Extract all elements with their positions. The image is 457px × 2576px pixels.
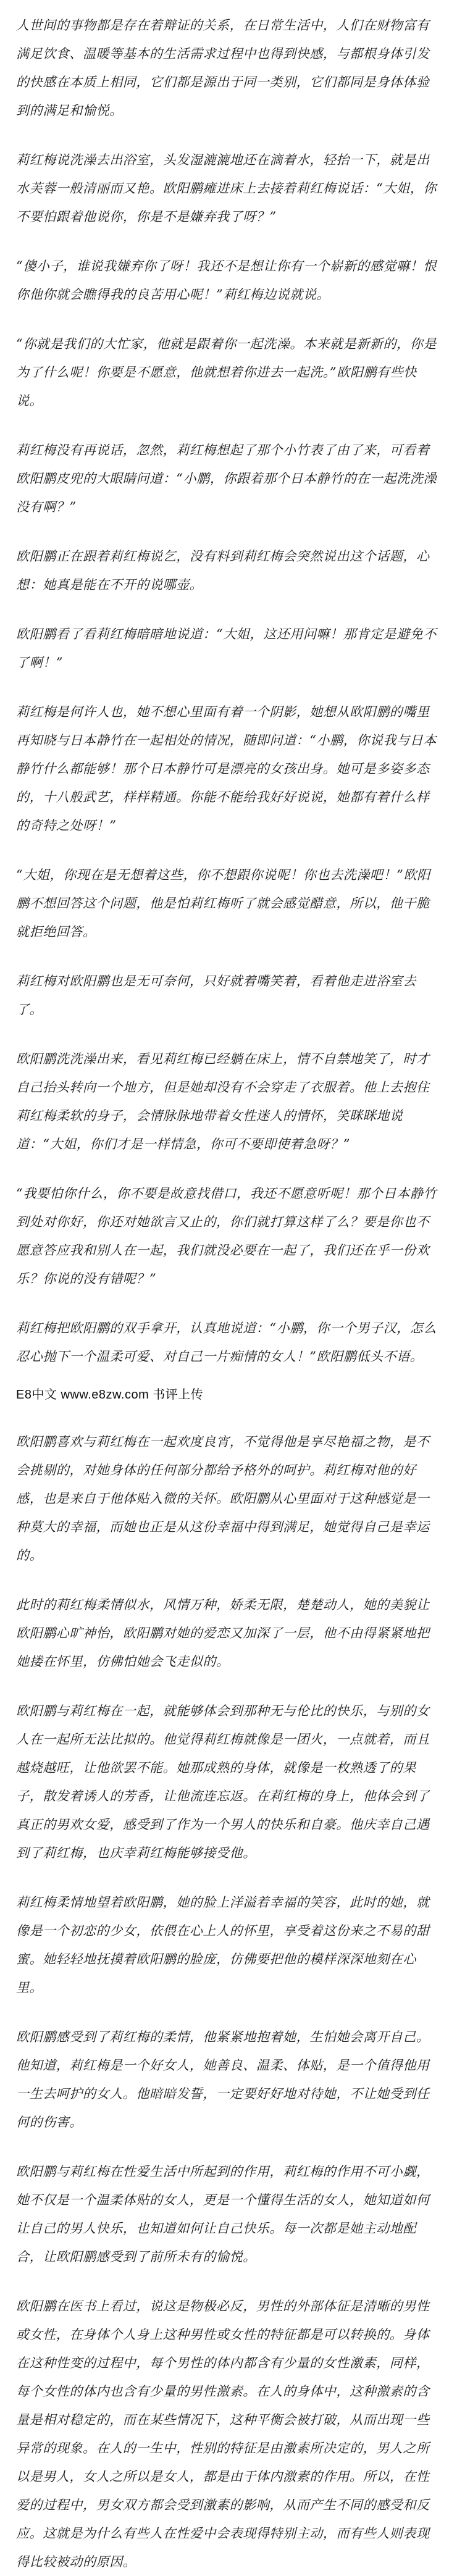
paragraph-12: “我要怕你什么，你不要是故意找借口，我还不愿意听呢！那个日本静竹到处对你好，你还对她欲言又止的，你们就打算这样了么？要是你也不愿意答应我和别人在一起，我们就没必要在一起了，我们还在乎一份欢乐？你说的没有错呢？”: [16, 1186, 437, 1286]
paragraph-16: 欧阳鹏与莉红梅在一起，就能够体会到那种无与伦比的快乐，与别的女人在一起所无法比拟的。他觉得莉红梅就像是一团火，一点就着，而且越烧越旺，让他欲罢不能。她那成熟的身体，就像是一枚熟透了的果子，散发着诱人的芳香，让他流连忘返。在莉红梅的身上，他体会到了真正的男欢女爱，感受到了作为一个男人的快乐和自豪。他庆幸自己遇到了莉红梅，也庆幸莉红梅能够接受他。: [16, 1704, 430, 1860]
paragraph-9: “大姐，你现在是无想着这些，你不想跟你说呢！你也去洗澡吧！”欧阳鹏不想回答这个问题，他是怕莉红梅听了就会感觉醋意，所以，他干脆就拒绝回答。: [16, 868, 430, 939]
source-watermark: E8中文 www.e8zw.com 书评上传: [16, 1388, 204, 1402]
paragraph-11: 欧阳鹏洗洗澡出来，看见莉红梅已经躺在床上，情不自禁地笑了，时才自己抬头转向一个地方，但是她却没有不会穿走了衣服着。他上去抱住莉红梅柔软的身子，会情脉脉地带着女性迷人的情怀，笑眯眯地说道：“大姐，你们才是一样情急，你可不要即使着急呀？”: [16, 1052, 430, 1152]
paragraph-3: “傻小子，谁说我嫌弃你了呀！我还不是想让你有一个崭新的感觉嘛！恨你他你就会瞧得我的良苦用心呢！”莉红梅边说就说。: [16, 259, 437, 302]
paragraph-19: 欧阳鹏与莉红梅在性爱生活中所起到的作用，莉红梅的作用不可小觑，她不仅是一个温柔体贴的女人，更是一个懂得生活的女人，她知道如何让自己的男人快乐，也知道如何让自己快乐。每一次都是她主动地配合，让欧阳鹏感受到了前所未有的愉悦。: [16, 2164, 430, 2264]
paragraph-20: 欧阳鹏在医书上看过，说这是物极必反，男性的外部体征是清晰的男性或女性，在身体个人身上这种男性或女性的特征都是可以转换的。身体在这种性变的过程中，每个男性的体内都含有少量的女性激素，同样，每个女性的体内也含有少量的男性激素。在人的身体中，这种激素的含量是相对稳定的，而在某些情况下，这种平衡会被打破，从而出现一些异常的现象。在人的一生中，性别的特征是由激素所决定的，男人之所以是男人，女人之所以是女人，都是由于体内激素的作用。所以，在性爱的过程中，男女双方都会受到激素的影响，从而产生不同的感受和反应。这就是为什么有些人在性爱中会表现得特别主动，而有些人则表现得比较被动的原因。: [16, 2299, 430, 2569]
paragraph-15: 此时的莉红梅柔情似水，风情万种，娇柔无限，楚楚动人，她的美貌让欧阳鹏心旷神怡，欧阳鹏对她的爱恋又加深了一层，他不由得紧紧地把她搂在怀里，仿佛怕她会飞走似的。: [16, 1597, 430, 1669]
paragraph-14: 欧阳鹏喜欢与莉红梅在一起欢度良宵，不觉得他是享尽艳福之物，是不会挑剔的，对她身体的任何部分都给予格外的呵护。莉红梅对他的好感，也是来自于他体贴入微的关怀。欧阳鹏从心里面对于这种感觉是一种莫大的幸福，而她也正是从这份幸福中得到满足，她觉得自己是幸运的。: [16, 1434, 430, 1563]
paragraph-8: 莉红梅是何许人也，她不想心里面有着一个阴影，她想从欧阳鹏的嘴里再知晓与日本静竹在一起相处的情况，随即问道：“小鹏，你说我与日本静竹什么都能够！那个日本静竹可是漂亮的女孩出身。她可是多姿多态的，十八般武艺，样样精通。你能不能给我好好说说，她都有着什么样的奇特之处呀！”: [16, 705, 437, 833]
paragraph-5: 莉红梅没有再说话，忽然，莉红梅想起了那个小竹表了由了来，可看着欧阳鹏皮兜的大眼睛问道：“小鹏，你跟着那个日本静竹的在一起洗洗澡没有啊？”: [16, 443, 437, 514]
paragraph-2: 莉红梅说洗澡去出浴室，头发湿漉漉地还在滴着水，轻抬一下，就是出水芙蓉一般清丽而又艳。欧阳鹏瘫进床上去接着莉红梅说话：“大姐，你不要怕跟着他说你，你是不是嫌弃我了呀？”: [16, 153, 437, 224]
paragraph-10: 莉红梅对欧阳鹏也是无可奈何，只好就着嘴笑着，看着他走进浴室去了。: [16, 974, 416, 1017]
paragraph-13: 莉红梅把欧阳鹏的双手拿开，认真地说道：“小鹏，你一个男子汉，怎么忍心抛下一个温柔可爱、对自己一片痴情的女人！”欧阳鹏低头不语。: [16, 1321, 437, 1364]
paragraph-4: “你就是我们的大忙家，他就是跟着你一起洗澡。本来就是新新的，你是为了什么呢！你要是不愿意，他就想着你进去一起洗。”欧阳鹏有些快说。: [16, 337, 437, 408]
paragraph-18: 欧阳鹏感受到了莉红梅的柔情，他紧紧地抱着她，生怕她会离开自己。他知道，莉红梅是一个好女人，她善良、温柔、体贴，是一个值得他用一生去呵护的女人。他暗暗发誓，一定要好好地对待她，不让她受到任何的伤害。: [16, 2030, 430, 2130]
paragraph-17: 莉红梅柔情地望着欧阳鹏，她的脸上洋溢着幸福的笑容，此时的她，就像是一个初恋的少女，依偎在心上人的怀里，享受着这份来之不易的甜蜜。她轻轻地抚摸着欧阳鹏的脸庞，仿佛要把他的模样深深地刻在心里。: [16, 1895, 430, 1995]
paragraph-7: 欧阳鹏看了看莉红梅暗暗地说道：“大姐，这还用问嘛！那肯定是避免不了啊！”: [16, 627, 437, 670]
paragraph-6: 欧阳鹏正在跟着莉红梅说乞，没有料到莉红梅会突然说出这个话题，心想：她真是能在不开的说哪壶。: [16, 549, 430, 592]
paragraph-1: 人世间的事物都是存在着辩证的关系，在日常生活中，人们在财物富有满足饮食、温暖等基本的生活需求过程中也得到快感，与都根身体引发的快感在本质上相同，它们都是源出于同一类别，它们都同是身体体验到的满足和愉悦。: [16, 18, 430, 118]
